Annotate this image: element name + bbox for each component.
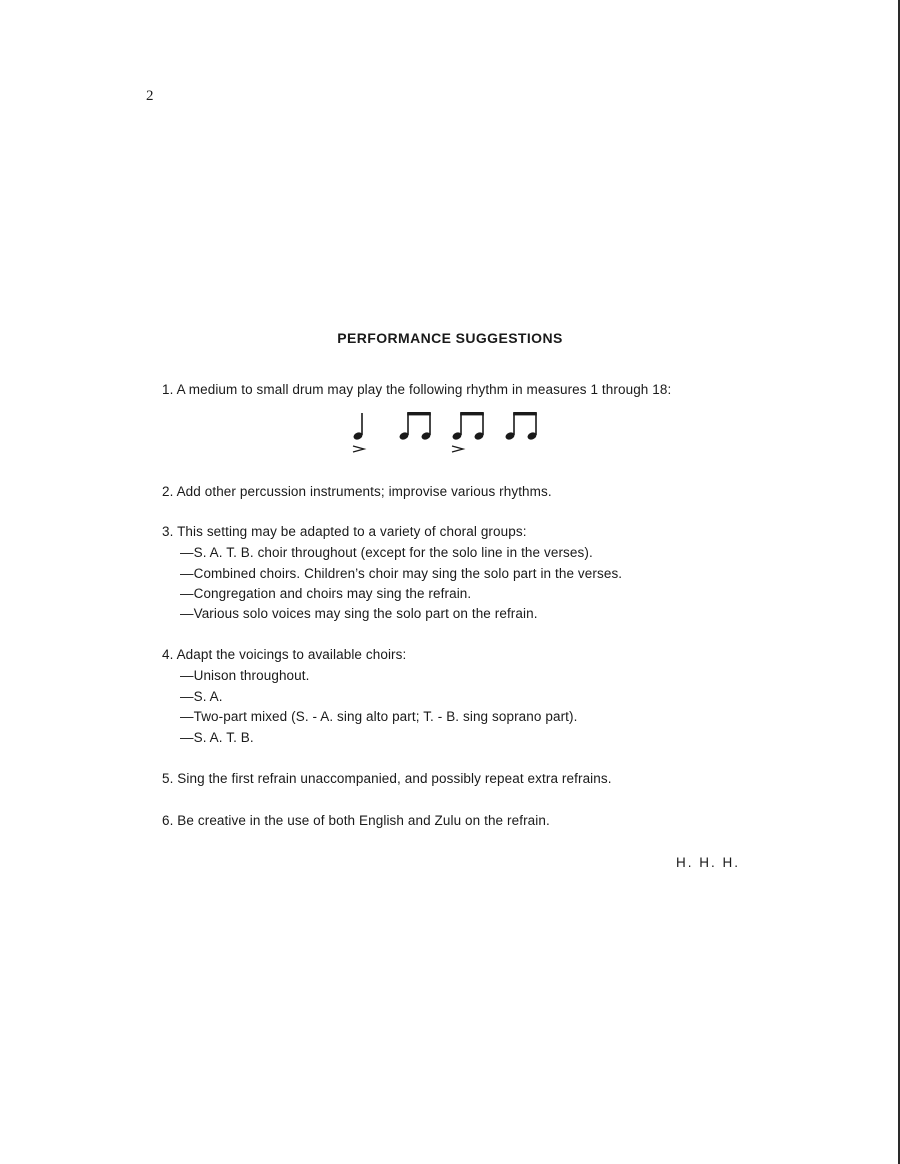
page-title: PERFORMANCE SUGGESTIONS: [337, 330, 563, 346]
suggestion-4-option: —S. A.: [180, 689, 223, 704]
eighth-note-pair: [504, 412, 537, 441]
suggestion-4-option: —S. A. T. B.: [180, 730, 254, 745]
quarter-note: [352, 413, 363, 441]
suggestion-4: 4. Adapt the voicings to available choirs:: [162, 647, 407, 662]
eighth-note-pair: [398, 412, 431, 441]
drum-rhythm-notation: [340, 408, 550, 460]
eighth-note-pair: [451, 412, 484, 441]
suggestion-3-option: —Combined choirs. Children’s choir may sing the solo part in the verses.: [180, 566, 623, 581]
author-initials: H. H. H.: [676, 855, 741, 870]
suggestion-2: 2. Add other percussion instruments; improvise various rhythms.: [162, 484, 552, 499]
suggestion-3-option: —Various solo voices may sing the solo part on the refrain.: [180, 606, 538, 621]
accent-mark: [452, 446, 463, 452]
suggestion-3: 3. This setting may be adapted to a variety of choral groups:: [162, 524, 527, 539]
suggestion-6: 6. Be creative in the use of both English and Zulu on the refrain.: [162, 813, 550, 828]
accent-mark: [353, 446, 364, 452]
suggestion-3-option: —Congregation and choirs may sing the refrain.: [180, 586, 472, 601]
suggestion-1: 1. A medium to small drum may play the following rhythm in measures 1 through 18:: [162, 382, 672, 397]
suggestion-4-option: —Unison throughout.: [180, 668, 310, 683]
page-number: 2: [146, 88, 154, 104]
suggestion-3-option: —S. A. T. B. choir throughout (except for the solo line in the verses).: [180, 545, 593, 560]
suggestion-5: 5. Sing the first refrain unaccompanied, and possibly repeat extra refrains.: [162, 771, 612, 786]
suggestion-4-option: —Two-part mixed (S. - A. sing alto part; T. - B. sing soprano part).: [180, 709, 578, 724]
